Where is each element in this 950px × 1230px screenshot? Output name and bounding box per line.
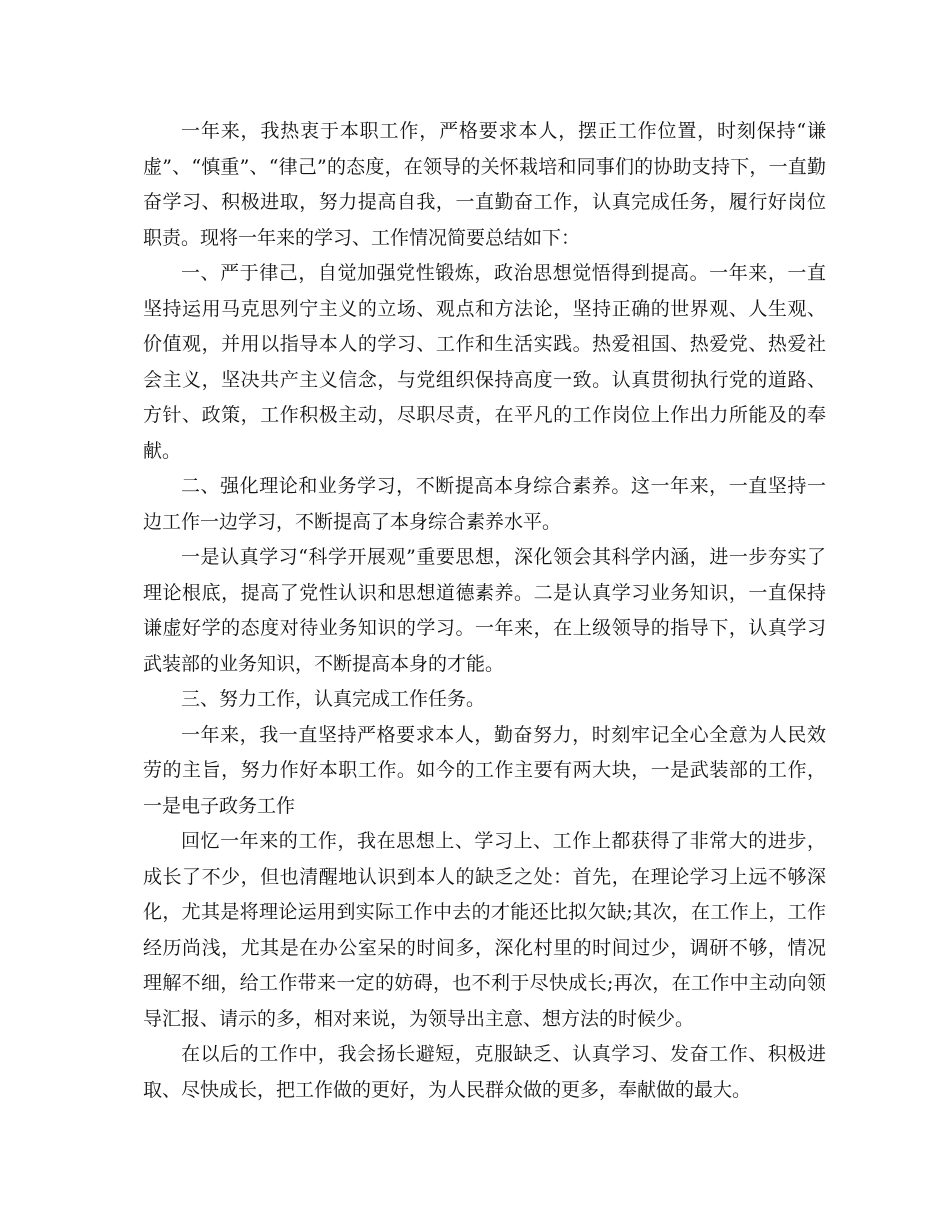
paragraph-section-1: 一、严于律己，自觉加强党性锻炼，政治思想觉悟得到提高。一年来，一直坚持运用马克思列宁主义的立场、观点和方法论，坚持正确的世界观、人生观、价值观，并用以指导本人的学习、工作和生活实践。热爱祖国、热爱党、热爱社会主义，坚决共产主义信念，与党组织保持高度一致。认真贯彻执行党的道路、方针、政策，工作积极主动，尽职尽责，在平凡的工作岗位上作出力所能及的奉献。 <box>143 262 826 462</box>
document-body <box>143 114 826 1108</box>
paragraph-study-details: 一是认真学习“科学开展观”重要思想，深化领会其科学内涵，进一步夯实了理论根底，提高了党性认识和思想道德素养。二是认真学习业务知识，一直保持谦虚好学的态度对待业务知识的学习。一年来，在上级领导的指导下，认真学习武装部的业务知识，不断提高本身的才能。 <box>143 546 826 675</box>
paragraph-intro: 一年来，我热衷于本职工作，严格要求本人，摆正工作位置，时刻保持“谦虚”、“慎重”、“律己”的态度，在领导的关怀栽培和同事们的协助支持下，一直勤奋学习、积极进取，努力提高自我，一直勤奋工作，认真完成任务，履行好岗位职责。现将一年来的学习、工作情况简要总结如下： <box>143 120 826 249</box>
paragraph-work-details: 一年来，我一直坚持严格要求本人，勤奋努力，时刻牢记全心全意为人民效劳的主旨，努力作好本职工作。如今的工作主要有两大块，一是武装部的工作，一是电子政务工作 <box>143 723 826 817</box>
paragraph-conclusion: 在以后的工作中，我会扬长避短，克服缺乏、认真学习、发奋工作、积极进取、尽快成长，把工作做的更好，为人民群众做的更多，奉献做的最大。 <box>143 1043 826 1101</box>
paragraph-reflection: 回忆一年来的工作，我在思想上、学习上、工作上都获得了非常大的进步，成长了不少，但也清醒地认识到本人的缺乏之处：首先，在理论学习上远不够深化，尤其是将理论运用到实际工作中去的才能还比拟欠缺;其次，在工作上，工作经历尚浅，尤其是在办公室呆的时间多，深化村里的时间过少，调研不够，情况理解不细，给工作带来一定的妨碍，也不利于尽快成长;再次，在工作中主动向领导汇报、请示的多，相对来说，为领导出主意、想方法的时候少。 <box>143 830 826 1030</box>
paragraph-section-2: 二、强化理论和业务学习，不断提高本身综合素养。这一年来，一直坚持一边工作一边学习，不断提高了本身综合素养水平。 <box>143 475 826 533</box>
paragraph-section-3: 三、努力工作，认真完成工作任务。 <box>181 688 486 710</box>
